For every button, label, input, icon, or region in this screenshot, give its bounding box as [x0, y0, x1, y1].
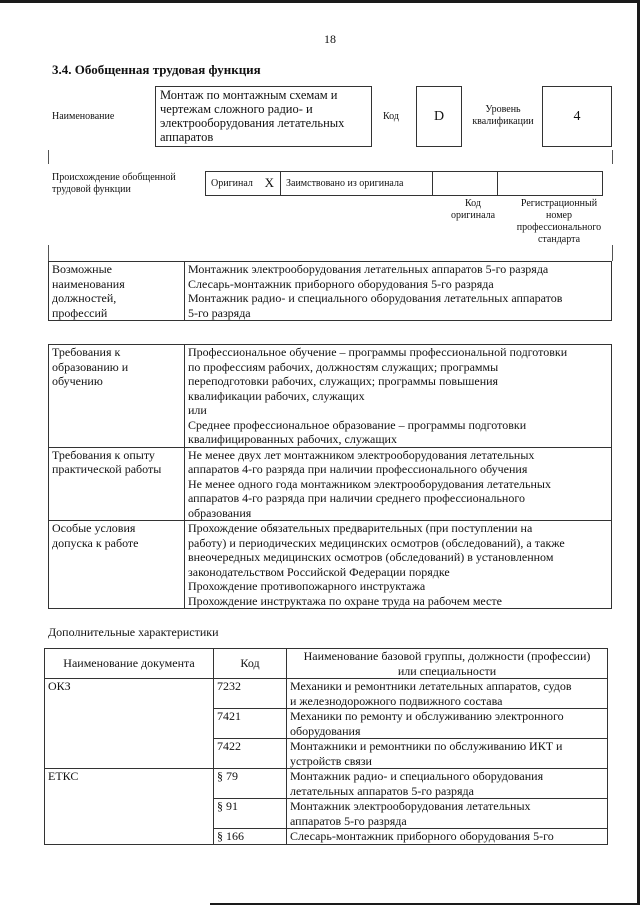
table-row [45, 769, 608, 799]
positions-table [48, 261, 612, 321]
code-cell: 7421 [214, 709, 287, 739]
scan-top-edge [0, 0, 640, 3]
page-number: 18 [324, 32, 336, 46]
req-value: Прохождение обязательных предварительных (при поступлении на работу) и периодических медицинских осмотров (обследований), а также внеочередных медицинских осмотров (обследований) в установленном законодательством Российской Федерации порядке Прохождение противопожарного инструктажа Прохождение инструктажа по охране труда на рабочем месте [185, 521, 612, 609]
name-cell: Монтажник радио- и специального оборудования летательных аппаратов 5-го разряда [287, 769, 608, 799]
doc-cell: ЕТКС [45, 769, 214, 845]
level-value-box [542, 86, 612, 147]
name-label: Наименование [52, 111, 115, 122]
additional-table [44, 648, 608, 845]
code-label: Код [383, 111, 399, 122]
code-cell: § 166 [214, 829, 287, 845]
section-title: 3.4. Обобщенная трудовая функция [52, 62, 261, 77]
name-cell: Монтажники и ремонтники по обслуживанию ИКТ и устройств связи [287, 739, 608, 769]
function-name-line: Монтаж по монтажным схемам и [160, 88, 338, 102]
original-cell [206, 172, 281, 196]
positions-label: Возможные наименования должностей, профессий [49, 262, 185, 321]
origin-table [205, 171, 603, 196]
table-row [49, 262, 612, 321]
level-value: 4 [573, 108, 581, 124]
borrowed-cell: Заимствовано из оригинала [281, 172, 433, 196]
original-code-cell [433, 172, 498, 196]
reg-number-caption: Регистрационный номер профессионального стандарта [516, 198, 602, 245]
name-cell: Монтажник электрооборудования летательных аппаратов 5-го разряда [287, 799, 608, 829]
req-value: Профессиональное обучение – программы профессиональной подготовки по профессиям рабочих, должностям служащих; программы переподготовки рабочих, служащих; программы повышения квалификации рабочих, служащих или Среднее профессиональное образование – программы подготовки квалифицированных рабочих, служащих [185, 345, 612, 448]
col-header-name: Наименование базовой группы, должности (профессии) или специальности [287, 649, 608, 679]
additional-title: Дополнительные характеристики [48, 625, 219, 639]
requirements-table [48, 344, 612, 609]
divider [612, 245, 613, 261]
name-cell: Механики по ремонту и обслуживанию электронного оборудования [287, 709, 608, 739]
original-mark: X [264, 175, 274, 190]
divider [48, 245, 49, 261]
doc-cell: ОКЗ [45, 679, 214, 769]
divider [48, 150, 49, 164]
positions-values: Монтажник электрооборудования летательных аппаратов 5-го разряда Слесарь-монтажник приборного оборудования 5-го разряда Монтажник радио- и специального оборудования летательных аппаратов 5-го разряда [185, 262, 612, 321]
divider [612, 150, 613, 164]
code-cell: 7422 [214, 739, 287, 769]
table-row [49, 521, 612, 609]
reg-number-cell [498, 172, 603, 196]
code-value: D [433, 108, 445, 124]
code-value-box [416, 86, 462, 147]
name-cell: Слесарь-монтажник приборного оборудования 5-го [287, 829, 608, 845]
name-cell: Механики и ремонтники летательных аппаратов, судов и железнодорожного подвижного состава [287, 679, 608, 709]
function-name-line: аппаратов [160, 130, 214, 144]
table-row [49, 345, 612, 448]
original-label: Оригинал [211, 178, 253, 189]
code-cell: § 79 [214, 769, 287, 799]
table-row [45, 679, 608, 709]
table-header-row [45, 649, 608, 679]
table-row [49, 447, 612, 521]
col-header-code: Код [214, 649, 287, 679]
function-name-line: чертежам сложного радио- и [160, 102, 313, 116]
original-code-caption: Код оригинала [450, 198, 496, 221]
req-label: Требования к опыту практической работы [49, 447, 185, 521]
req-label: Требования к образованию и обучению [49, 345, 185, 448]
function-name-box [155, 86, 372, 147]
req-value: Не менее двух лет монтажником электрооборудования летательных аппаратов 4-го разряда при наличии профессионального обучения Не менее одного года монтажником электрооборудования летательных аппаратов 4-го разряда при наличии среднего профессионального образования [185, 447, 612, 521]
level-label: Уровень квалификации [472, 104, 534, 127]
req-label: Особые условия допуска к работе [49, 521, 185, 609]
code-cell: § 91 [214, 799, 287, 829]
function-name-line: электрооборудования летательных [160, 116, 345, 130]
code-cell: 7232 [214, 679, 287, 709]
origin-label: Происхождение обобщенной трудовой функции [52, 172, 176, 195]
col-header-document: Наименование документа [45, 649, 214, 679]
